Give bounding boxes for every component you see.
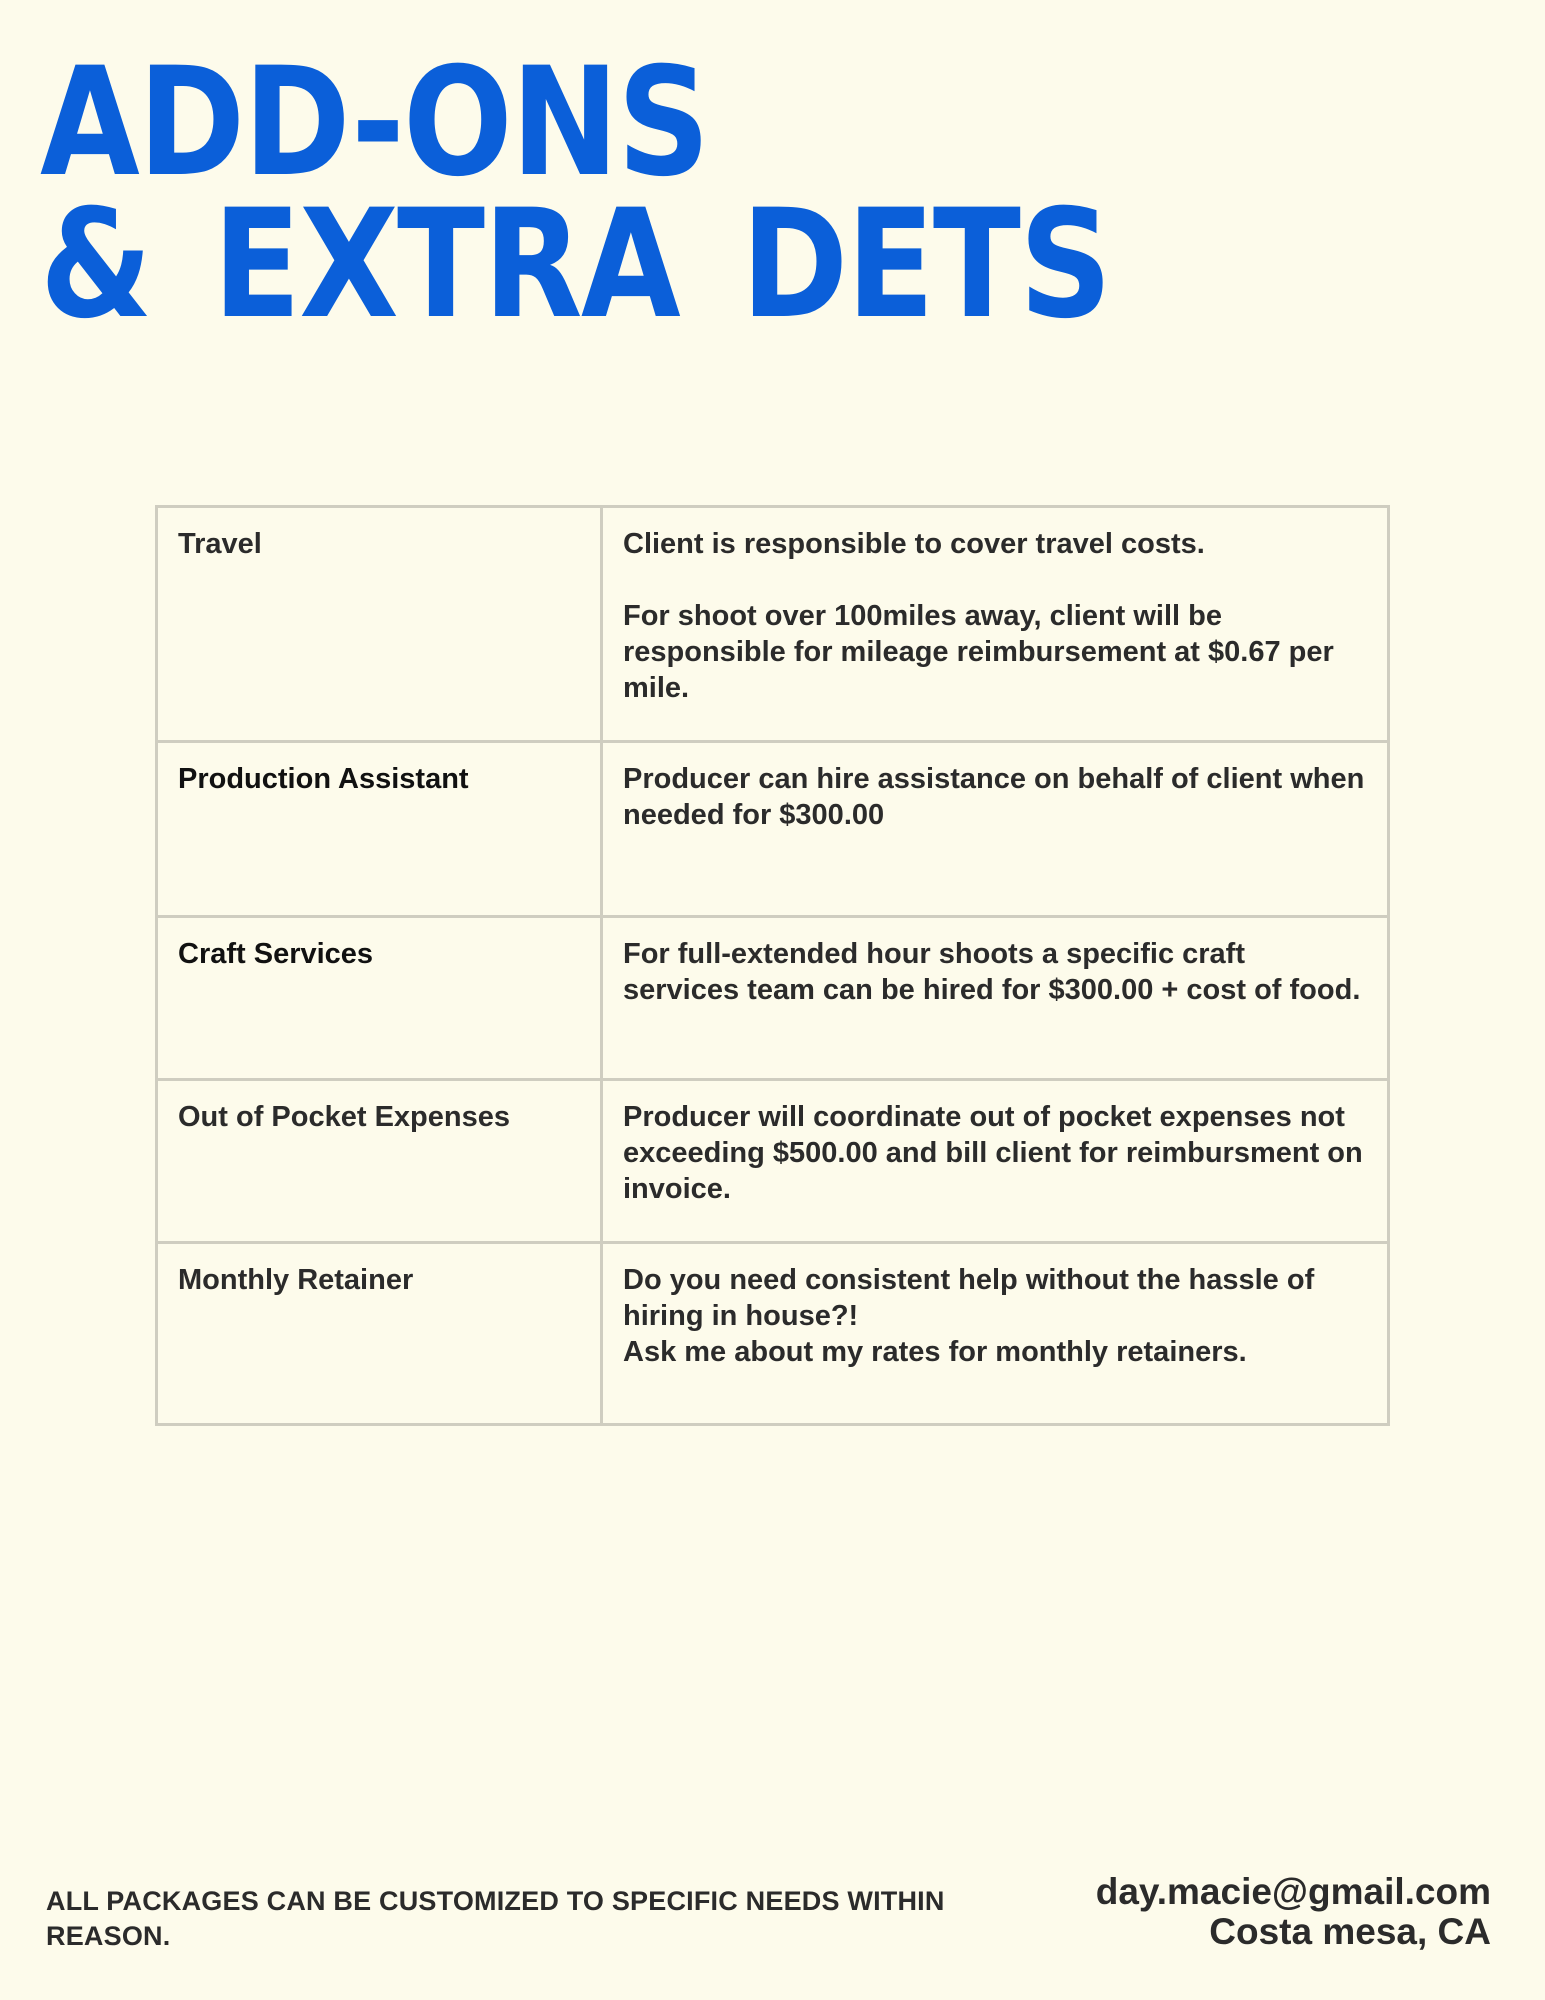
row-description (602, 1243, 1389, 1425)
paragraph-spacer (623, 562, 1367, 598)
table-row-out-of-pocket (157, 1080, 1389, 1243)
description-text: Ask me about my rates for monthly retainers. (623, 1336, 1247, 1368)
row-description (602, 917, 1389, 1080)
table-row-monthly-retainer (157, 1243, 1389, 1425)
description-text: Producer can hire assistance on behalf of client when needed for $300.00 (623, 763, 1365, 831)
table-row-craft-services (157, 917, 1389, 1080)
row-description (602, 507, 1389, 742)
description-text: For full-extended hour shoots a specific craft services team can be hired for $300.00 + cost of food. (623, 938, 1361, 1006)
row-label: Out of Pocket Expenses (157, 1080, 602, 1243)
row-label: Craft Services (157, 917, 602, 1080)
description-text: Do you need consistent help without the hassle of hiring in house?! (623, 1264, 1315, 1332)
page-title (40, 36, 1111, 352)
table-row-travel (157, 507, 1389, 742)
add-ons-table (155, 505, 1390, 1426)
row-label: Monthly Retainer (157, 1243, 602, 1425)
row-description (602, 742, 1389, 917)
row-description (602, 1080, 1389, 1243)
description-text: For shoot over 100miles away, client will be responsible for mileage reimbursement at $0.67 per mile. (623, 600, 1334, 704)
email-text: day.macie@gmail.com (1095, 1871, 1491, 1912)
table-row-production-assistant (157, 742, 1389, 917)
contact-info (1096, 1872, 1491, 1952)
description-text: Producer will coordinate out of pocket expenses not exceeding $500.00 and bill client for reimbursment on invoice. (623, 1101, 1363, 1205)
row-label: Travel (157, 507, 602, 742)
customization-note: ALL PACKAGES CAN BE CUSTOMIZED TO SPECIFIC NEEDS WITHIN REASON. (46, 1886, 945, 1951)
row-label: Production Assistant (157, 742, 602, 917)
title-line-1: ADD-ONS (40, 36, 709, 210)
description-text: Client is responsible to cover travel costs. (623, 528, 1205, 560)
location-text: Costa mesa, CA (1209, 1911, 1491, 1952)
title-line-2: & EXTRA DETS (40, 178, 1111, 352)
